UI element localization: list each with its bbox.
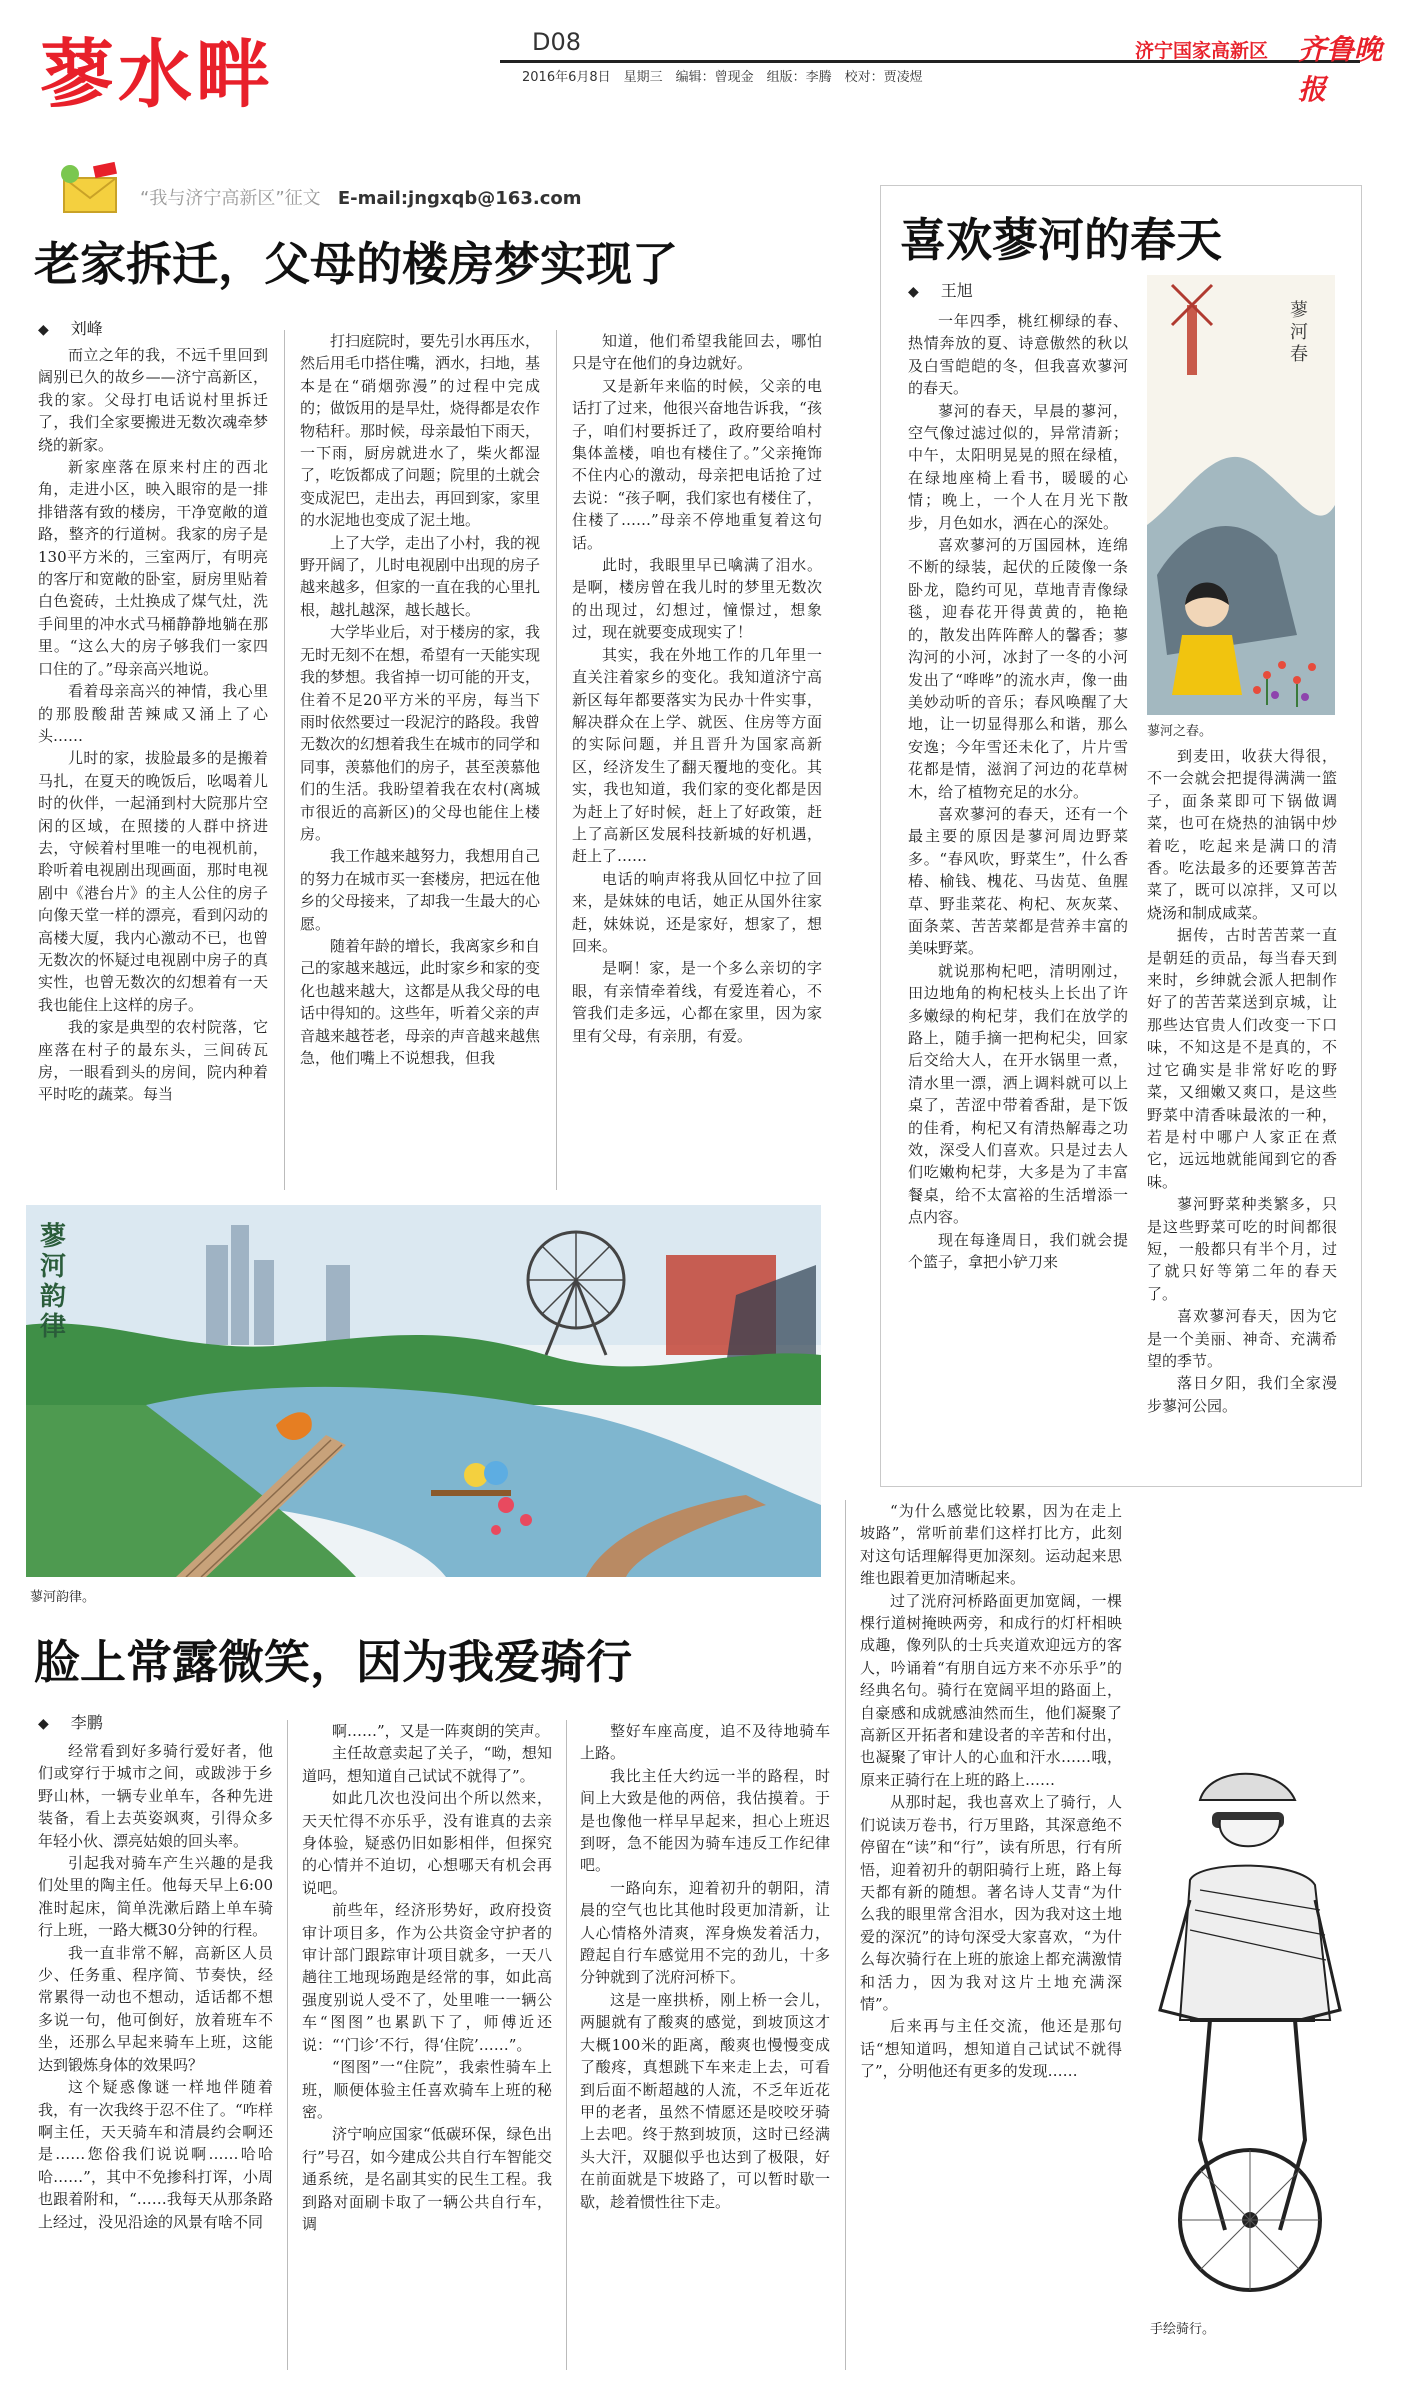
paragraph: 前些年，经济形势好，政府投资审计项目多，作为公共资金守护者的审计部门跟踪审计项目就多，一天八趟往工地现场跑是经常的事，如此高强度别说人受不了，处里唯一一辆公车“图图”也累趴下了，师傅近还说：“‘门诊’不行，得‘住院’……”。 xyxy=(302,1901,552,2054)
paragraph: 而立之年的我，不远千里回到阔别已久的故乡——济宁高新区，我的家。父母打电话说村里拆迁了，我们全家要搬进无数次魂牵梦绕的新家。 xyxy=(38,346,268,454)
center-art-caption: 蓼河韵律。 xyxy=(30,1590,96,1605)
column-divider xyxy=(284,330,285,1190)
column-divider xyxy=(556,330,557,1190)
paragraph: “图图”一“住院”，我索性骑车上班，顺便体验主任喜欢骑车上班的秘密。 xyxy=(302,2058,552,2121)
newspaper-logo: 齐鲁晚报 xyxy=(1298,33,1383,106)
paragraph: 据传，古时苦苦菜一直是朝廷的贡品，每当春天到来时，乡绅就会派人把制作好了的苦苦菜送到京城，让那些达官贵人们改变一下口味，不知这是不是真的，不过它确实是非常好吃的野菜，又细嫩又爽口，是这些野菜中清香味最浓的一种，若是村中哪户人家正在煮它，远远地就能闻到它的香味。 xyxy=(1147,926,1337,1191)
paragraph: 知道，他们希望我能回去，哪怕只是守在他们的身边就好。 xyxy=(572,332,822,373)
paragraph: 喜欢蓼河的万国园林，连绵不断的绿装，起伏的丘陵像一条卧龙，隐约可见，草地青青像绿毯，迎春花开得黄黄的，艳艳的，散发出阵阵醉人的馨香；蓼沟河的小河，冰封了一冬的小河发出了“哗哗”的流水声，像一曲美妙动听的音乐；春风唤醒了大地，让一切显得那么和谐，那么安逸；今年雪还未化了，片片雪花都是情，滋润了河边的花草树木，给了植物充足的水分。 xyxy=(908,536,1128,801)
paragraph: 随着年龄的增长，我离家乡和自己的家越来越远，此时家乡和家的变化也越来越大，这都是从我父母的电话中得知的。这些年，听着父亲的声音越来越苍老，母亲的声音越来越焦急，他们嘴上不说想我，但我 xyxy=(300,936,540,1067)
paragraph: 我比主任大约远一半的路程，时间上大致是他的两倍，我估摸着。于是也像他一样早早起来，担心上班迟到呀，急不能因为骑车违反工作纪律吧。 xyxy=(580,1766,830,1875)
article-3-author: 李鹏 xyxy=(70,1713,103,1732)
paragraph: 后来再与主任交流，他还是那句话“想知道吗，想知道自己试试不就得了”，分明他还有更多的发现…… xyxy=(860,2017,1122,2081)
zone-name: 济宁国家高新区 xyxy=(1135,40,1269,62)
paragraph: 我的家是典型的农村院落，它座落在村子的最东头，三间砖瓦房，一眼看到头的房间，院内种着平时吃的蔬菜。每当 xyxy=(38,1018,268,1104)
callout-email: E-mail:jngxqb@163.com xyxy=(337,188,582,209)
paragraph: 主任故意卖起了关子，“呦，想知道吗，想知道自己试试不就得了”。 xyxy=(302,1744,552,1785)
paragraph: 现在每逢周日，我们就会提个篮子，拿把小铲刀来 xyxy=(908,1230,1128,1272)
paragraph: 就说那枸杞吧，清明刚过，田边地角的枸杞枝头上长出了许多嫩绿的枸杞芽，我们在放学的路上，随手摘一把枸杞尖，回家后交给大人，在开水锅里一煮，清水里一漂，洒上调料就可以上桌了，苦涩中带着香甜，是下饭的佳肴，枸杞又有清热解毒之功效，深受人们喜欢。只是过去人们吃嫩枸杞芽，大多是为了丰富餐桌，给不太富裕的生活增添一点内容。 xyxy=(908,961,1128,1227)
paragraph: 一路向东，迎着初升的朝阳，清晨的空气也比其他时段更加清新，让人心情格外清爽，浑身焕发着活力，蹬起自行车感觉用不完的劲儿，十多分钟就到了洸府河桥下。 xyxy=(580,1878,830,1987)
column-divider xyxy=(845,1500,846,2370)
paragraph: 其实，我在外地工作的几年里一直关注着家乡的变化。我知道济宁高新区每年都要落实为民办十件实事，解决群众在上学、就医、住房等方面的实际问题，并且晋升为国家高新区，经济发生了翻天覆地的变化。其实，我也知道，我们家的变化都是因为赶上了好时候，赶上了好政策，赶上了高新区发展科技新城的好机遇，赶上了…… xyxy=(572,645,822,866)
article-3-title: 脸上常露微笑，因为我爱骑行 xyxy=(34,1635,632,1689)
article-1-col-3 xyxy=(572,330,822,1204)
paragraph: 此时，我眼里早已噙满了泪水。是啊，楼房曾在我儿时的梦里无数次的出现过，幻想过，憧憬过，想象过，现在就要变成现实了！ xyxy=(572,556,822,642)
paragraph: 又是新年来临的时候，父亲的电话打了过来，他很兴奋地告诉我，“孩子，咱们村要拆迁了，政府要给咱村集体盖楼，咱也有楼住了。”父亲掩饰不住内心的激动，母亲把电话抢了过去说：“孩子啊，我们家也有楼住了，住楼了……”母亲不停地重复着这句话。 xyxy=(572,376,822,552)
paragraph: 落日夕阳，我们全家漫步蓼河公园。 xyxy=(1147,1374,1337,1415)
article-1-byline xyxy=(38,316,103,339)
paragraph: 新家座落在原来村庄的西北角，走进小区，映入眼帘的是一排排错落有致的楼房，干净宽敞的道路，整齐的行道树。我家的房子是130平方米的，三室两厅，有明亮的客厅和宽敞的卧室，厨房里贴着白色瓷砖，土灶换成了煤气灶，洗手间里的冲水式马桶静静地躺在那里。“这么大的房子够我们一家四口住的了。”母亲高兴地说。 xyxy=(38,458,268,678)
spring-painting-title: 蓼河春 xyxy=(1290,300,1308,365)
section-title: 蓼水畔 xyxy=(40,32,274,118)
paragraph: 这是一座拱桥，刚上桥一会儿，两腿就有了酸爽的感觉，到坡顶这才大概100米的距离，酸爽也慢慢变成了酸疼，真想跳下车来走上去，可看到后面不断超越的人流，不乏年近花甲的老者，虽然不情愿还是咬咬牙骑上去吧。终于熬到坡顶，这时已经满头大汗，双腿似乎也达到了极限，好在前面就是下坡路了，可以暂时歇一歇，趁着惯性往下走。 xyxy=(580,1990,830,2211)
paragraph: 如此几次也没问出个所以然来，天天忙得不亦乐乎，没有谁真的去亲身体验，疑惑仍旧如影相伴，但探究的心情并不迫切，心想哪天有机会再说吧。 xyxy=(302,1789,552,1897)
diamond-bullet-icon: ◆ xyxy=(38,322,49,338)
article-1-title: 老家拆迁，父母的楼房梦实现了 xyxy=(34,237,678,291)
column-divider xyxy=(287,1720,288,2370)
paragraph: 济宁响应国家“低碳环保，绿色出行”号召，如今建成公共自行车智能交通系统，是名副其实的民生工程。我到路对面刷卡取了一辆公共自行车，调 xyxy=(302,2125,552,2233)
article-2-author: 王旭 xyxy=(940,281,973,300)
paragraph: 儿时的家，拔脸最多的是搬着马扎，在夏天的晚饭后，吆喝着儿时的伙伴，一起涌到村大院那片空闲的区域，在照搂的人群中挤进去，守候着村里唯一的电视机前，聆听着电视剧出现画面，那时电视剧中《港台片》的主人公住的房子向像天堂一样的漂亮，看到闪动的高楼大厦，我内心激动不已，也曾无数次的怀疑过电视剧中房子的真实性，也曾无数次的幻想着有一天我也能住上这样的房子。 xyxy=(38,749,268,1014)
paragraph: 是啊！家，是一个多么亲切的字眼，有亲情牵着线，有爱连着心，不管我们走多远，心都在家里，因为家里有父母，有亲朋，有爱。 xyxy=(572,959,822,1045)
paragraph: 从那时起，我也喜欢上了骑行，人们说读万卷书，行万里路，其深意绝不停留在“读”和“行”，读有所思，行有所悟，迎着初升的朝阳骑行上班，路上每天都有新的随想。著名诗人艾青“为什么我的眼里常含泪水，因为我对这土地爱的深沉”的诗句深受大家喜欢，“为什么每次骑行在上班的旅途上都充满激情和活力，因为我对这片土地充满深情”。 xyxy=(860,1793,1122,2013)
cyclist-sketch xyxy=(1130,1760,1370,2315)
article-3-col-2 xyxy=(302,1720,552,2370)
paragraph: 到麦田，收获大得很，不一会就会把提得满满一篮子，面条菜即可下锅做调菜，也可在烧热的油锅中炒着吃，吃起来是满口的清香。吃法最多的还要算苦苦菜了，既可以凉拌，又可以烧汤和制成咸菜。 xyxy=(1147,747,1337,922)
article-1-author: 刘峰 xyxy=(70,319,103,338)
article-1-col-1 xyxy=(38,344,268,1204)
liaohe-rhythm-painting xyxy=(26,1205,821,1577)
paragraph: 喜欢蓼河的春天，还有一个最主要的原因是蓼河周边野菜多。“春风吹，野菜生”，什么香椿、榆钱、槐花、马齿苋、鱼腥草、野韭菜花、枸杞、灰灰菜、面条菜、苦苦菜都是营养丰富的美味野菜。 xyxy=(908,804,1128,958)
paragraph: 上了大学，走出了小村，我的视野开阔了，儿时电视剧中出现的房子越来越多，但家的一直在我的心里扎根，越扎越深，越长越长。 xyxy=(300,533,540,619)
diamond-bullet-icon: ◆ xyxy=(908,284,919,300)
paragraph: 电话的响声将我从回忆中拉了回来，是妹妹的电话，她正从国外往家赶，妹妹说，还是家好，想家了，想回来。 xyxy=(572,869,822,955)
column-divider xyxy=(566,1720,567,2370)
paragraph: 喜欢蓼河春天，因为它是一个美丽、神奇、充满希望的季节。 xyxy=(1147,1307,1337,1370)
paragraph: 整好车座高度，追不及待地骑车上路。 xyxy=(580,1722,830,1763)
contest-callout xyxy=(140,184,582,210)
header-info-line: 2016年6月8日 星期三 编辑：曾现金 组版：李腾 校对：贾凌煜 xyxy=(522,70,923,85)
paragraph: 蓼河野菜种类繁多，只是这些野菜可吃的时间都很短，一般都只有半个月，过了就只好等第二年的春天了。 xyxy=(1147,1195,1337,1303)
paragraph: 经常看到好多骑行爱好者，他们或穿行于城市之间，或跋涉于乡野山林，一辆专业单车，各种先进装备，看上去英姿飒爽，引得众多年轻小伙、漂亮姑娘的回头率。 xyxy=(38,1742,273,1850)
diamond-bullet-icon: ◆ xyxy=(38,1716,49,1732)
paragraph: 引起我对骑车产生兴趣的是我们处里的陶主任。他每天早上6:00准时起床，简单洗漱后踏上单车骑行上班，一路大概30分钟的行程。 xyxy=(38,1854,273,1940)
article-2-byline xyxy=(908,278,973,301)
paragraph: 看着母亲高兴的神情，我心里的那股酸甜苦辣咸又涌上了心头…… xyxy=(38,682,268,745)
page-number: D08 xyxy=(532,28,582,56)
paragraph: 过了洸府河桥路面更加宽阔，一棵棵行道树掩映两旁，和成行的灯杆相映成趣，像列队的士兵夹道欢迎远方的客人，吟诵着“有朋自远方来不亦乐乎”的经典名句。骑行在宽阔平坦的路面上，自豪感和成就感油然而生，他们凝聚了高新区开拓者和建设者的辛苦和付出，也凝聚了审计人的心血和汗水……哦，原来正骑行在上班的路上…… xyxy=(860,1591,1122,1789)
paragraph: 蓼河的春天，早晨的蓼河，空气像过滤过似的，异常清新；中午，太阳明晃晃的照在绿植，在绿地座椅上看书，暖暖的心情；晚上，一个人在月光下散步，月色如水，洒在心的深处。 xyxy=(908,401,1128,532)
callout-faded-text: “我与济宁高新区”征文 xyxy=(140,188,321,209)
paragraph: “为什么感觉比较累，因为在走上坡路”，常听前辈们这样打比方，此刻对这句话理解得更加深刻。运动起来思维也跟着更加清晰起来。 xyxy=(860,1502,1122,1588)
article-3-col-1 xyxy=(38,1740,273,2370)
article-2-col-1 xyxy=(908,310,1128,1460)
paragraph: 打扫庭院时，要先引水再压水，然后用毛巾搭住嘴，洒水，扫地，基本是在“硝烟弥漫”的过程中完成的；做饭用的是旱灶，烧得都是农作物秸秆。那时候，母亲最怕下雨天，一下雨，厨房就进水了，柴火都湿了，吃饭都成了问题；院里的土就会变成泥巴，走出去，再回到家，家里的水泥地也变成了泥土地。 xyxy=(300,332,540,530)
center-art-title: 蓼河韵律 xyxy=(40,1222,67,1342)
paragraph: 一年四季，桃红柳绿的春、热情奔放的夏、诗意傲然的秋以及白雪皑皑的冬，但我喜欢蓼河的春天。 xyxy=(908,312,1128,398)
paragraph: 大学毕业后，对于楼房的家，我无时无刻不在想，希望有一天能实现我的梦想。我省掉一切可能的开支，住着不足20平方米的平房，每当下雨时依然要过一段泥泞的路段。我曾无数次的幻想着我生在城市的同学和同事，羡慕他们的房子，甚至羡慕他们的生活。我盼望着我在农村(离城市很近的高新区)的父母也能住上楼房。 xyxy=(300,623,540,843)
paragraph: 我工作越来越努力，我想用自己的努力在城市买一套楼房，把远在他乡的父母接来，了却我一生最大的心愿。 xyxy=(300,847,540,933)
cyclist-caption: 手绘骑行。 xyxy=(1150,2322,1216,2337)
paragraph: 我一直非常不解，高新区人员少、任务重、程序简、节奏快，经常累得一动也不想动，适话都不想多说一句，他可倒好，放着班车不坐，还那么早起来骑车上班，这能达到锻炼身体的效果吗？ xyxy=(38,1943,273,2074)
article-2-col-2 xyxy=(1147,745,1337,1460)
spring-painting-caption: 蓼河之春。 xyxy=(1147,724,1213,739)
article-2-title: 喜欢蓼河的春天 xyxy=(900,213,1222,267)
article-3-col-3 xyxy=(580,1720,830,2370)
paragraph: 啊……”，又是一阵爽朗的笑声。 xyxy=(332,1722,550,1740)
article-1-col-2 xyxy=(300,330,540,1204)
article-3-byline xyxy=(38,1710,103,1733)
article-3-col-4 xyxy=(860,1500,1122,2370)
mail-envelope-icon xyxy=(50,160,130,216)
paragraph: 这个疑惑像谜一样地伴随着我，有一次我终于忍不住了。“咋样啊主任，天天骑车和清晨约会啊还是……您俗我们说说啊……哈哈哈……”，其中不免掺科打诨，小周也跟着附和，“……我每天从那条路上经过，没见沿途的风景有啥不同 xyxy=(38,2078,273,2231)
